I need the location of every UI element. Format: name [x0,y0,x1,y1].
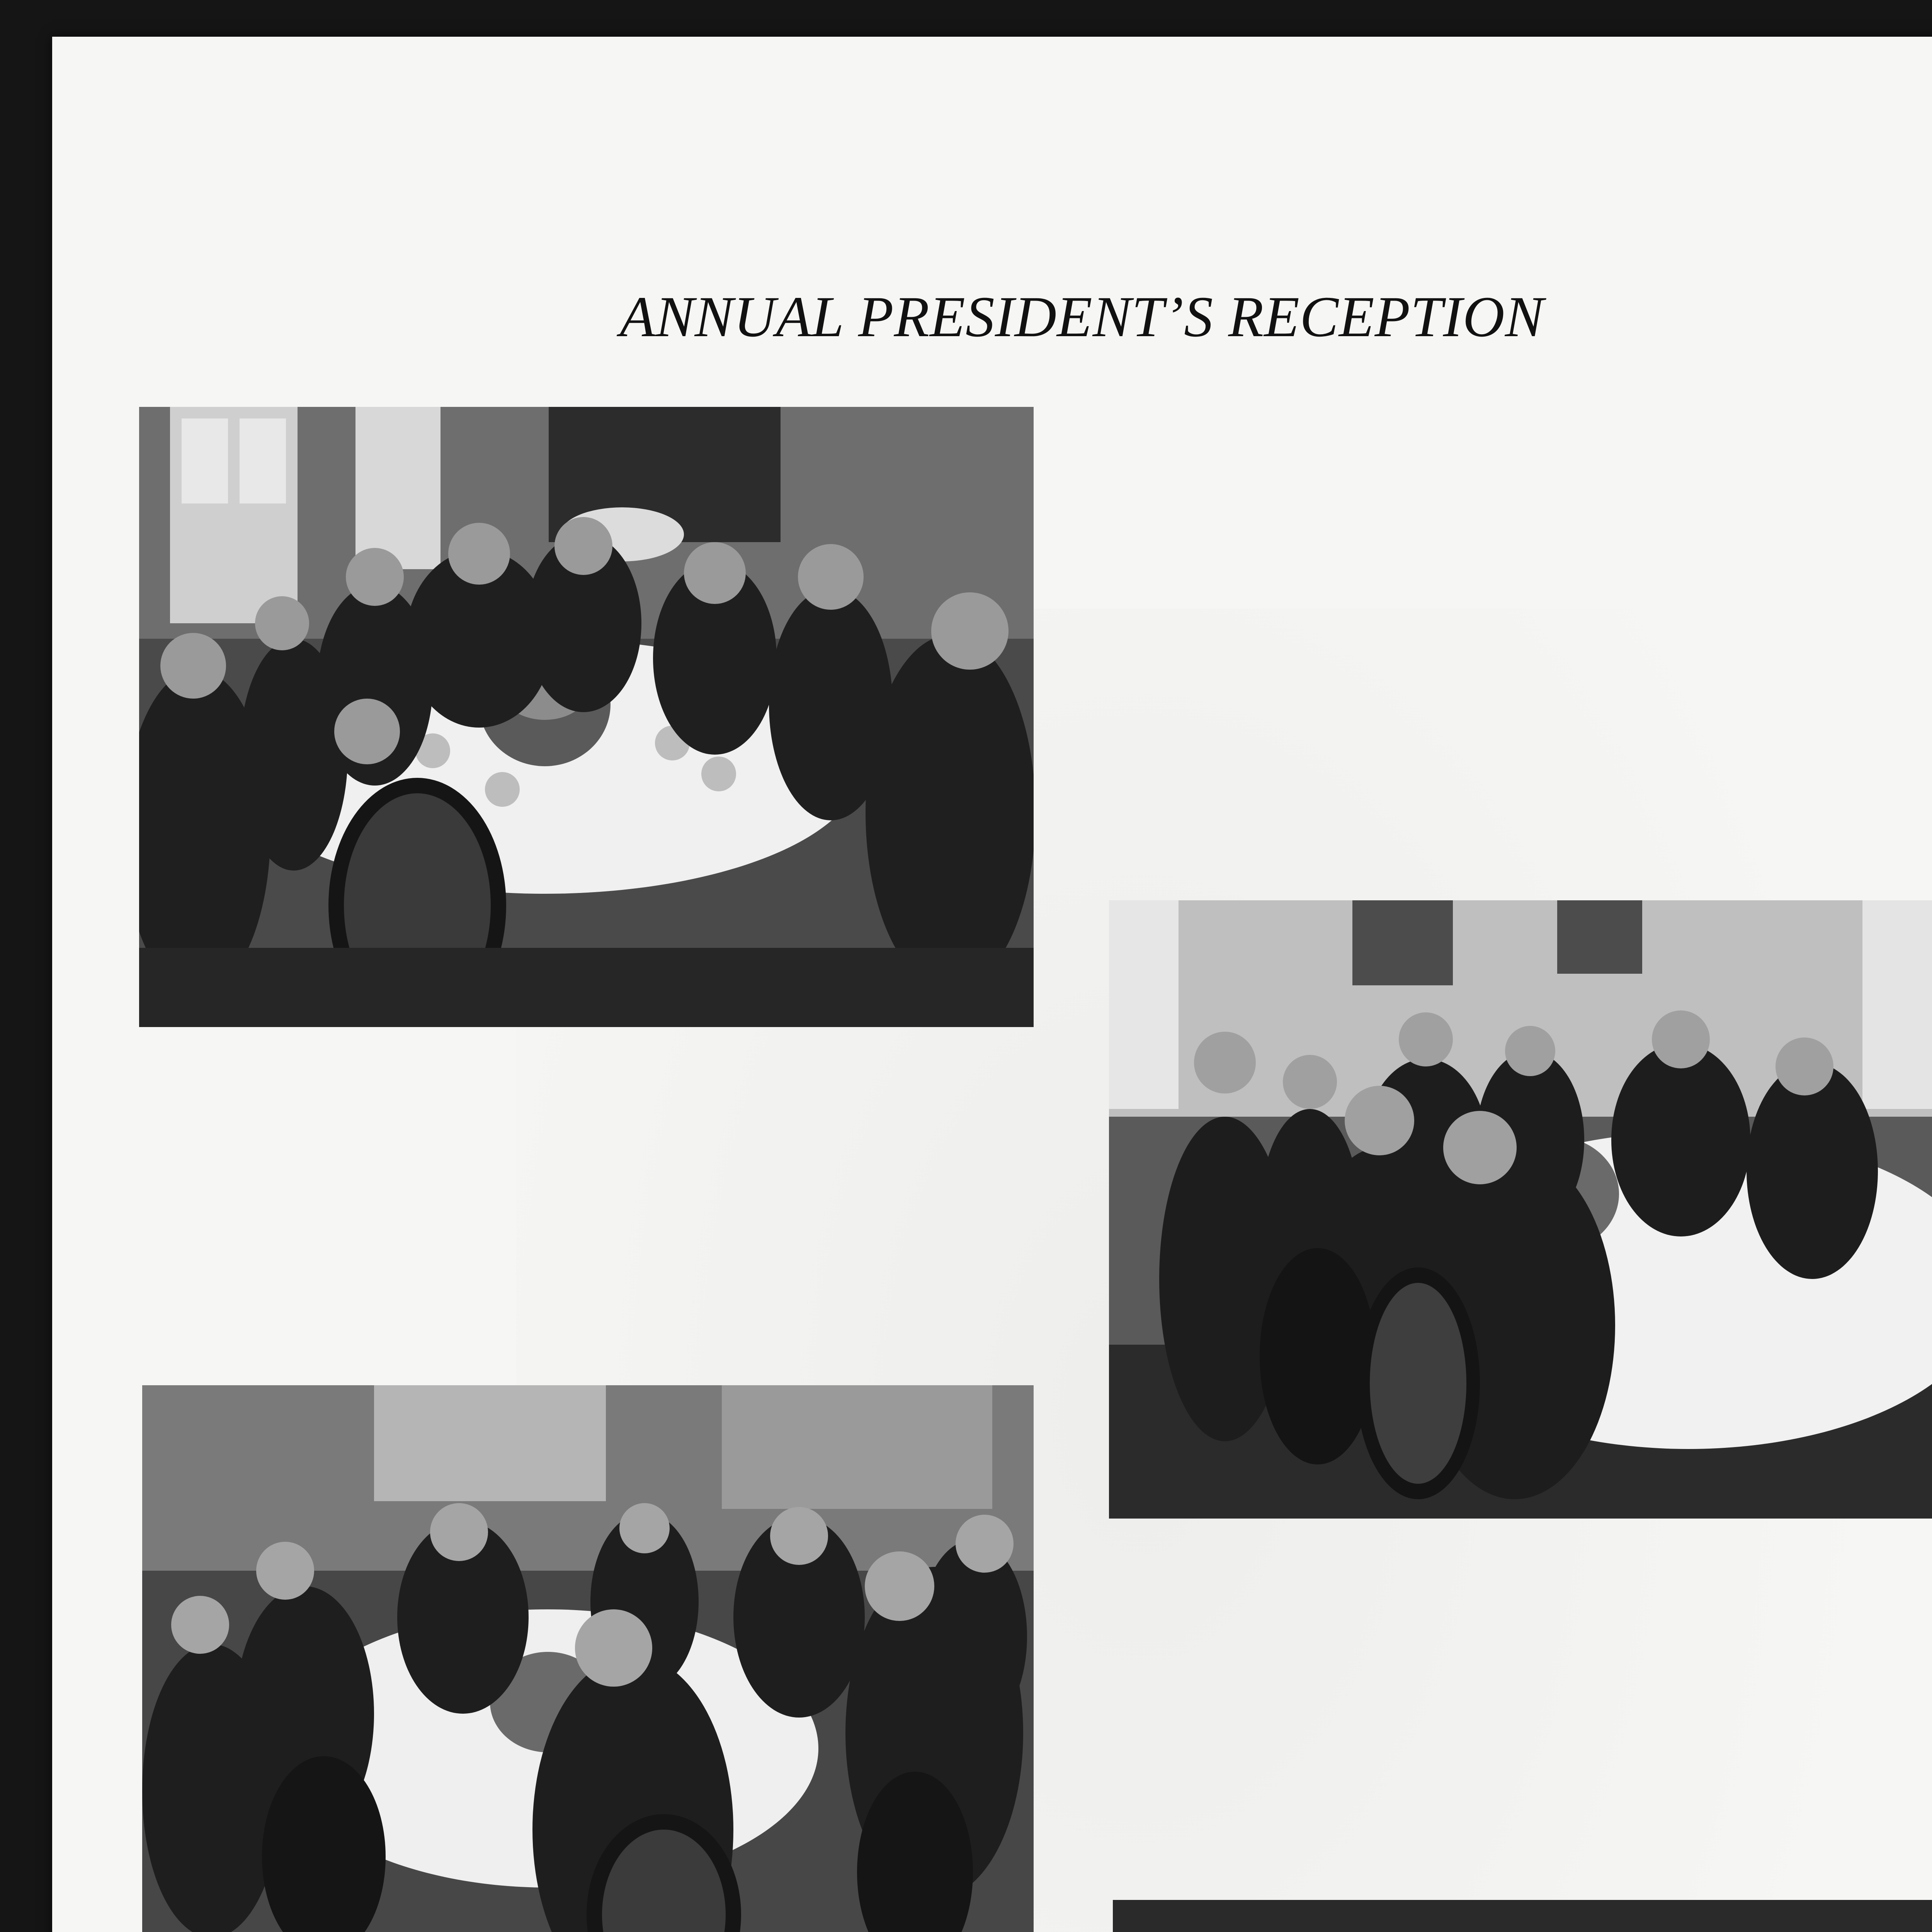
reception-photo-1 [139,407,1034,1027]
reception-photo-3 [142,1385,1034,1932]
reception-photo-2-image [1109,900,1932,1519]
page-title: ANNUAL PRESIDENT’S RECEPTION [620,285,1544,349]
reception-photo-4 [1113,1900,1932,1932]
reception-photo-3-image [142,1385,1034,1932]
reception-photo-4-image [1113,1900,1932,1932]
reception-photo-1-image [139,407,1034,1027]
reception-photo-2 [1109,900,1932,1519]
